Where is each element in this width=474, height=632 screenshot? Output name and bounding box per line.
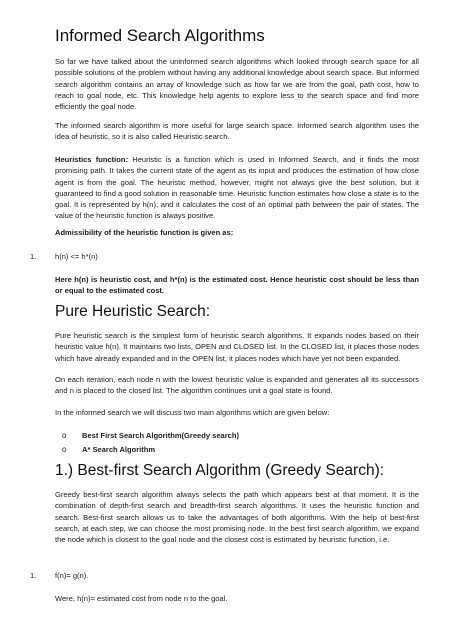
intro-paragraph-1: So far we have talked about the uninformed search algorithms which looked through search space for all possible solutions of the problem without having any additional knowledge about search space. But informed search algorithm contains an array of knowledge such as how far we are from the goal, path cost, how to reach to goal node, etc. This knowledge help agents to explore less to the search space and find more efficiently the goal node.	[55, 57, 419, 112]
formula-2-number: 1.	[30, 571, 37, 580]
section-title-pure-heuristic: Pure Heuristic Search:	[55, 303, 211, 320]
list-item-text: Best First Search Algorithm(Greedy search)	[82, 431, 239, 440]
page-title: Informed Search Algorithms	[55, 26, 265, 45]
pure-paragraph-2: On each iteration, each node n with the lowest heuristic value is expanded and generates all its successors and n is placed to the closed list. The algorithm continues unit a goal state is found.	[55, 375, 419, 396]
list-item	[62, 430, 362, 444]
section-title-best-first: 1.) Best-first Search Algorithm (Greedy Search):	[55, 462, 385, 479]
formula-note: Here h(n) is heuristic cost, and h*(n) is the estimated cost. Hence heuristic cost should be less than or equal to the estimated cost.	[55, 275, 419, 296]
heuristics-text: Heuristic is a function which is used in Informed Search, and it finds the most promising path. It takes the current state of the agent as its input and produces the estimation of how close agent is from the goal. The heuristic method, however, might not always give the best solution, but it guaranteed to find a good solution in reasonable time. Heuristic function estimates how close a state is to the goal. It is represented by h(n), and it calculates the cost of an optimal path between the pair of states. The value of the heuristic function is always positive.	[55, 155, 419, 221]
formula-1-number: 1.	[30, 252, 37, 261]
bullet-icon: o	[62, 431, 67, 440]
heuristics-paragraph	[55, 154, 419, 222]
list-item	[62, 444, 362, 458]
greedy-paragraph: Greedy best-first search algorithm always selects the path which appears best at that moment. It is the combination of depth-first search and breadth-first search algorithms. It uses the heuristic function and search. Best-first search allows us to take the advantages of both algorithms. With the help of best-first search, at each step, we can choose the most promising node. In the best first search algorithm, we expand the node which is closest to the goal node and the closest cost is estimated by heuristic function, i.e.	[55, 490, 419, 545]
bullet-icon: o	[62, 445, 67, 454]
formula-1: h(n) <= h*(n)	[55, 252, 98, 261]
pure-paragraph-3: In the informed search we will discuss two main algorithms which are given below:	[55, 408, 330, 417]
admissibility-heading: Admissibility of the heuristic function is given as:	[55, 228, 234, 237]
algorithm-list	[62, 430, 362, 458]
were-line: Were, h(n)= estimated cost from node n to the goal.	[55, 594, 228, 603]
list-item-text: A* Search Algorithm	[82, 445, 156, 454]
formula-2: f(n)= g(n).	[55, 571, 89, 580]
intro-paragraph-2: The informed search algorithm is more useful for large search space. Informed search algorithm uses the idea of heuristic, so it is also called Heuristic search.	[55, 121, 419, 142]
heuristics-label: Heuristics function:	[55, 155, 129, 164]
pure-paragraph-1: Pure heuristic search is the simplest form of heuristic search algorithms. It expands nodes based on their heuristic value h(n). It maintains two lists, OPEN and CLOSED list. In the CLOSED list, it places those nodes which have already expanded and in the OPEN list, it places nodes which have yet not been expanded.	[55, 331, 419, 363]
